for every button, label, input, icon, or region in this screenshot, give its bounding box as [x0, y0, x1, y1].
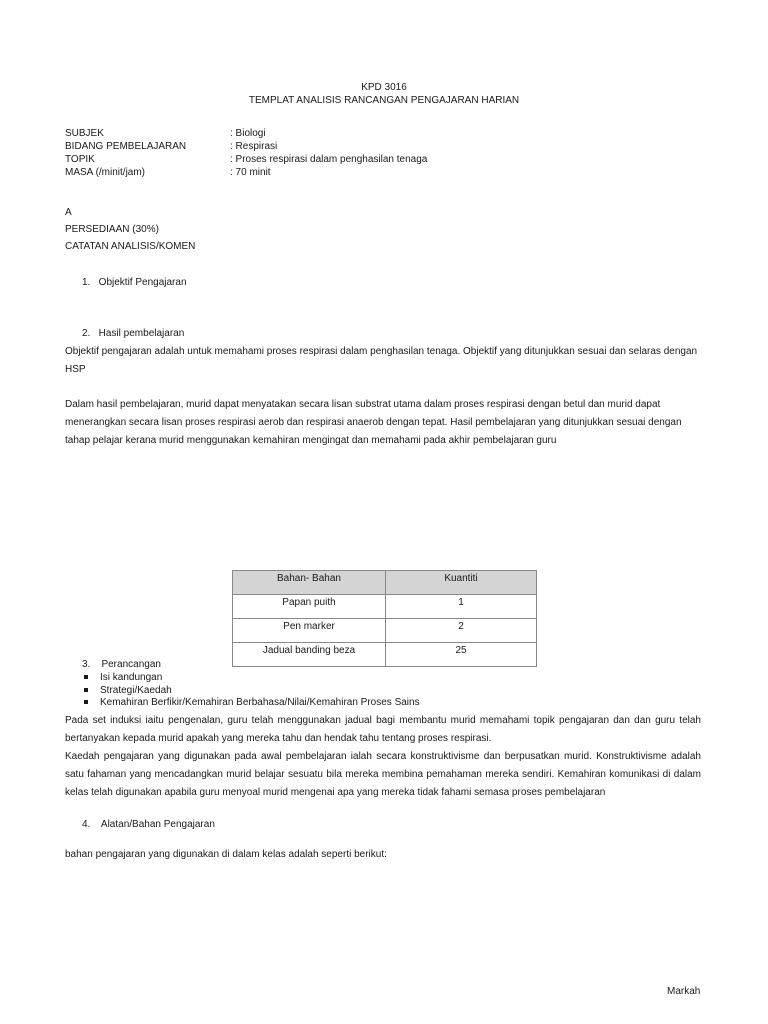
table-cell: Papan puith: [233, 595, 386, 619]
course-code: KPD 3016: [361, 82, 407, 93]
meta-value-bidang: : Respirasi: [230, 141, 278, 152]
paragraph-objektif: Objektif pengajaran adalah untuk memahami proses respirasi dalam penghasilan tenaga. Objektif yang ditunjukkan sesuai dan selaras dengan HSP: [65, 346, 698, 375]
meta-value-subjek: : Biologi: [230, 128, 266, 139]
section-letter: A: [65, 207, 72, 218]
bullet-list: [84, 672, 420, 710]
section-subtitle: CATATAN ANALISIS/KOMEN: [65, 241, 196, 252]
list-item: Strategi/Kaedah: [84, 685, 420, 698]
meta-value-masa: : 70 minit: [230, 167, 271, 178]
table-cell: 2: [386, 619, 537, 643]
meta-label-bidang: BIDANG PEMBELAJARAN: [65, 141, 187, 152]
item-hasil: 2. Hasil pembelajaran: [82, 328, 185, 339]
bullet-square-icon: [84, 688, 88, 692]
table-cell: Jadual banding beza: [233, 643, 386, 667]
paragraph-hasil: Dalam hasil pembelajaran, murid dapat menyatakan secara lisan substrat utama dalam proses respirasi dengan betul dan murid dapat menerangkan secara lisan proses respirasi aerob dan respirasi anaerob dengan tepat. Hasil pembelajaran yang ditunjukkan sesuai dengan tahap pelajar kerana murid menggunakan kemahiran mengingat dan memahami pada akhir pembelajaran guru: [65, 399, 682, 446]
paragraph-bahan: bahan pengajaran yang digunakan di dalam kelas adalah seperti berikut:: [65, 849, 387, 860]
table-cell: 25: [386, 643, 537, 667]
bullet-square-icon: [84, 675, 88, 679]
paragraph-kaedah: Kaedah pengajaran yang digunakan pada awal pembelajaran ialah secara konstruktivisme dan berpusatkan murid. Konstruktivisme adalah satu fahaman yang mencadangkan murid belajar sesuatu bila mereka membina pemahaman mereka sendiri. Kemahiran komunikasi di dalam kelas telah digunakan apabila guru menyoal murid mengenai apa yang mereka tidak fahami semasa proses pembelajaran: [65, 751, 701, 798]
paragraph-induksi: Pada set induksi iaitu pengenalan, guru telah menggunakan jadual bagi membantu murid memahami topik pengajaran dan dan guru telah bertanyakan kepada murid apakah yang mereka tahu dan hendak tahu tentang proses respirasi.: [65, 715, 701, 744]
list-item: Isi kandungan: [84, 672, 420, 685]
table-header-bahan: Bahan- Bahan: [233, 571, 386, 595]
item-alatan: 4. Alatan/Bahan Pengajaran: [82, 819, 215, 830]
item-objektif: 1. Objektif Pengajaran: [82, 277, 187, 288]
table-cell: 1: [386, 595, 537, 619]
section-title: PERSEDIAAN (30%): [65, 224, 159, 235]
table-header-row: [233, 571, 537, 595]
table-header-kuantiti: Kuantiti: [386, 571, 537, 595]
table-row: [233, 643, 537, 667]
meta-label-topik: TOPIK: [65, 154, 95, 165]
list-item: Kemahiran Berfikir/Kemahiran Berbahasa/Nilai/Kemahiran Proses Sains: [84, 697, 420, 710]
document-title: TEMPLAT ANALISIS RANCANGAN PENGAJARAN HARIAN: [248, 95, 520, 106]
materials-table: [232, 570, 537, 667]
meta-label-subjek: SUBJEK: [65, 128, 104, 139]
table-cell: Pen marker: [233, 619, 386, 643]
table-row: [233, 619, 537, 643]
item-perancangan: 3. Perancangan: [82, 659, 161, 670]
markah-label: Markah: [667, 986, 701, 997]
meta-value-topik: : Proses respirasi dalam penghasilan tenaga: [230, 154, 428, 165]
table-row: [233, 595, 537, 619]
bullet-square-icon: [84, 700, 88, 704]
meta-label-masa: MASA (/minit/jam): [65, 167, 146, 178]
